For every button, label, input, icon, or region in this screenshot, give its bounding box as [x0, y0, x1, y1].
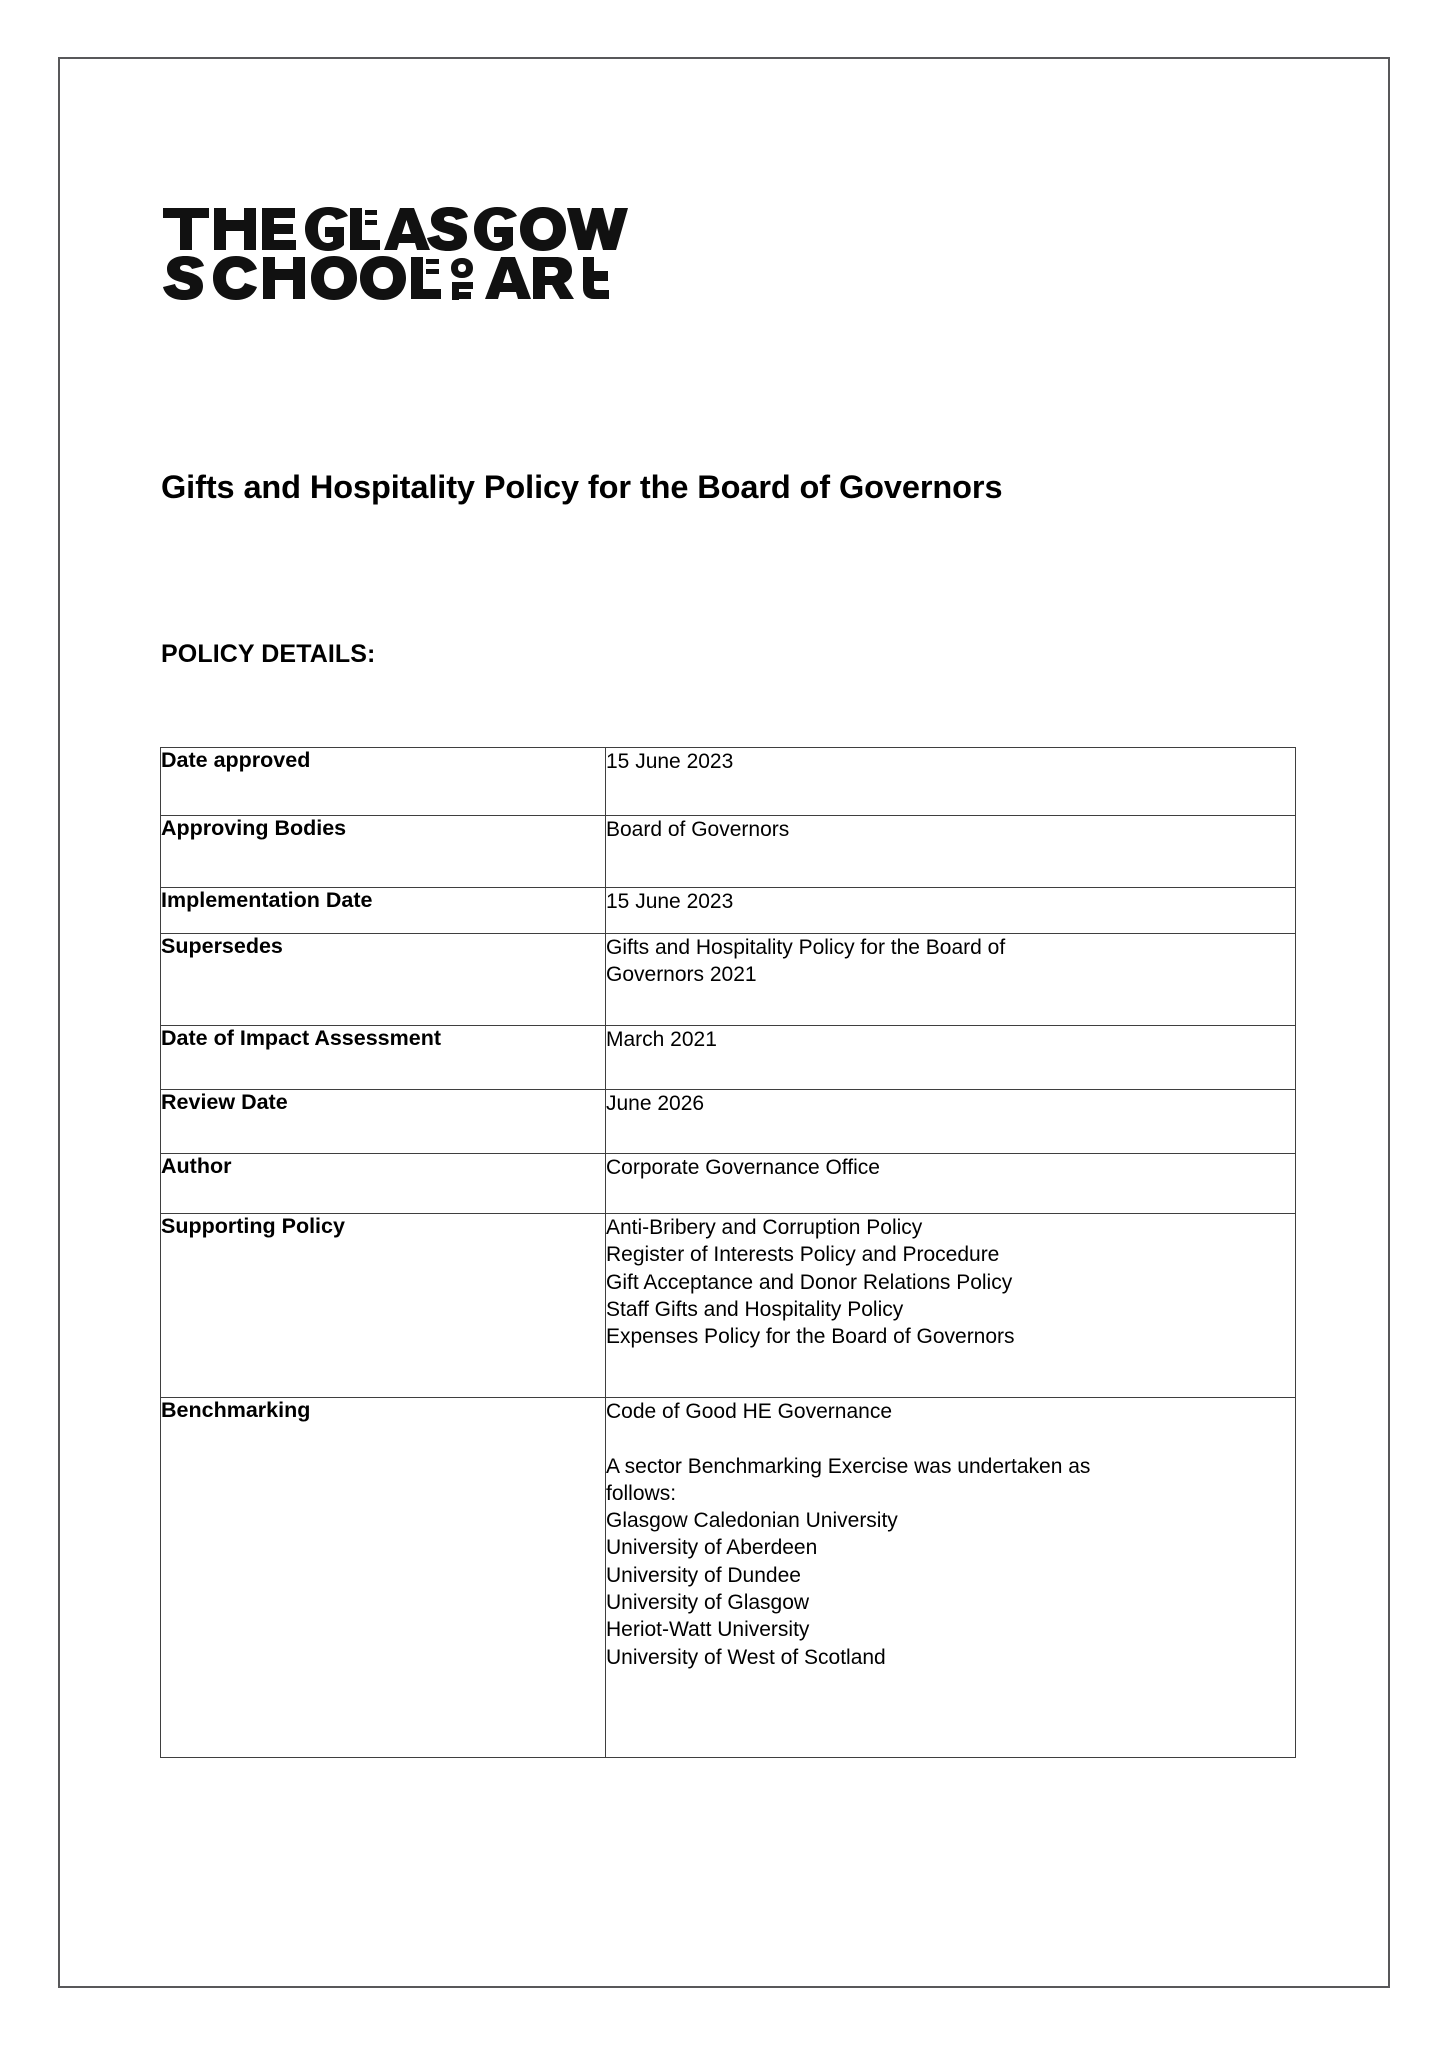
gsa-logo-icon: [161, 204, 629, 300]
policy-details-table: [160, 747, 1296, 1758]
row-value-benchmarking: [606, 1398, 1296, 1758]
section-heading-policy-details: POLICY DETAILS:: [161, 639, 376, 668]
policy-details-table-body: [161, 748, 1296, 1758]
row-value-date-of-impact-assessment: [606, 1026, 1296, 1090]
table-row: [161, 1026, 1296, 1090]
value-line: June 2026: [606, 1092, 705, 1115]
table-row: [161, 1090, 1296, 1154]
row-label-supersedes: Supersedes: [161, 934, 606, 1026]
row-value-date-approved: [606, 748, 1296, 816]
row-label-author: Author: [161, 1154, 606, 1214]
row-label-date-approved: Date approved: [161, 748, 606, 816]
row-value-implementation-date: [606, 888, 1296, 934]
value-line: 15 June 2023: [606, 750, 734, 773]
table-row: [161, 1398, 1296, 1758]
table-row: [161, 748, 1296, 816]
value-line: Staff Gifts and Hospitality Policy: [606, 1297, 904, 1321]
row-label-implementation-date: Implementation Date: [161, 888, 606, 934]
value-line: Corporate Governance Office: [606, 1156, 880, 1179]
value-line: Gifts and Hospitality Policy for the Board of: [606, 936, 1006, 959]
table-row: [161, 816, 1296, 888]
value-line: Glasgow Caledonian University: [606, 1509, 898, 1533]
value-line: March 2021: [606, 1028, 717, 1051]
row-value-supersedes: [606, 934, 1296, 1026]
value-line: University of Aberdeen: [606, 1536, 818, 1560]
row-label-date-of-impact-assessment: Date of Impact Assessment: [161, 1026, 606, 1090]
value-line: Anti-Bribery and Corruption Policy: [606, 1216, 923, 1239]
value-line: Gift Acceptance and Donor Relations Policy: [606, 1270, 1013, 1294]
table-row: [161, 934, 1296, 1026]
value-line: follows:: [606, 1481, 677, 1505]
value-line: University of Glasgow: [606, 1591, 810, 1615]
value-line: A sector Benchmarking Exercise was undertaken as: [606, 1454, 1091, 1478]
row-label-supporting-policy: Supporting Policy: [161, 1214, 606, 1398]
row-value-supporting-policy: [606, 1214, 1296, 1398]
value-line: University of Dundee: [606, 1563, 801, 1587]
page-frame: [58, 57, 1390, 1988]
row-value-approving-bodies: [606, 816, 1296, 888]
value-line: Governors 2021: [606, 963, 757, 987]
gsa-logo: [161, 204, 631, 300]
value-line-spacer: [606, 1425, 1295, 1452]
value-line: Heriot-Watt University: [606, 1618, 810, 1642]
value-line: 15 June 2023: [606, 890, 734, 913]
table-row: [161, 1154, 1296, 1214]
value-line: Register of Interests Policy and Procedure: [606, 1243, 1000, 1267]
row-value-review-date: [606, 1090, 1296, 1154]
row-label-review-date: Review Date: [161, 1090, 606, 1154]
row-label-benchmarking: Benchmarking: [161, 1398, 606, 1758]
value-line: University of West of Scotland: [606, 1645, 886, 1669]
value-line: Code of Good HE Governance: [606, 1400, 893, 1423]
row-label-approving-bodies: Approving Bodies: [161, 816, 606, 888]
value-line: Board of Governors: [606, 818, 790, 841]
table-row: [161, 1214, 1296, 1398]
page-content: [60, 59, 1388, 1986]
table-row: [161, 888, 1296, 934]
value-line: Expenses Policy for the Board of Governors: [606, 1325, 1015, 1349]
row-value-author: [606, 1154, 1296, 1214]
page-title: Gifts and Hospitality Policy for the Board of Governors: [161, 468, 1003, 505]
